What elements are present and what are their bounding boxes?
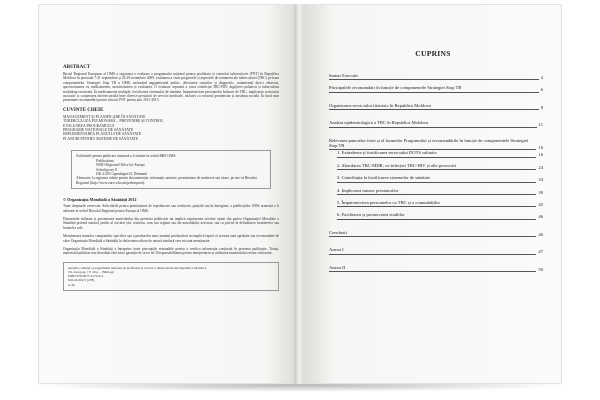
toc-entry-page: 39 — [538, 189, 543, 195]
toc-entry-label: Anexa I — [329, 247, 536, 254]
keyword-item: TUBERCULOZA PULMONARĂ – PREVENIRE ȘI CONTROL — [63, 119, 164, 124]
toc-entry-page: 46 — [538, 214, 543, 220]
toc-entry — [329, 120, 543, 127]
toc-entry-page: 6 — [540, 87, 543, 93]
open-book — [38, 4, 562, 386]
keyword-item: IMPLEMENTAREA PLANULUI DE SĂNĂTATE — [63, 132, 142, 137]
disclaimer-paragraph: Organizația Mondială a Sănătății a întreprins toate precauțiile rezonabile pentru a verifica informația conținută în prezenta publicație. Totuși, materialul publicat este distribuit fără nicio garanție de orice fel. Responsabilitatea pentru interpretarea și utilizarea materialului revine cititorului. — [63, 246, 279, 256]
toc-entry — [329, 200, 543, 207]
toc-entry — [329, 230, 543, 237]
toc-entry-page: 34 — [538, 177, 543, 183]
cip-line: Tit, Ioan pag. 17; 40 p. – Bibliogr. — [68, 269, 115, 274]
address-line: DK-2100 Copenhagen Ø, Denmark — [96, 171, 148, 176]
toc-entry — [329, 247, 543, 254]
toc-entry — [329, 188, 543, 195]
toc-entry-page: 46 — [538, 231, 543, 237]
toc-entry-label: 5. Împuternicirea persoanelor cu TBC și a comunităților — [337, 200, 536, 207]
toc-entry-label: Relevarea punctelor forte și al lacunelor Programului și recomandările în funcție de componentele Strategiei Stop TB — [329, 138, 536, 151]
toc-entry-label: Organizarea serviciului ftiziatric în Republica Moldova — [329, 103, 539, 110]
toc-entry-label: 2. Abordarea TBC-MDR, co-infecției TBC-HIV și alte provocări — [337, 163, 536, 170]
toc-entry-label: Principalele recomandări în funcție de componentele Strategiei Stop TB — [329, 85, 539, 92]
keyword-item: MANAGEMENT ȘI PLANIFICARE ÎN SĂNĂTATE — [63, 114, 146, 119]
toc-entry — [329, 85, 543, 92]
toc-entry-label: 3. Contribuția la fortificarea sistemelor de sănătate — [337, 175, 536, 182]
toc-entry — [329, 150, 543, 157]
left-page-content — [63, 65, 279, 291]
copyright-line: © Organizația Mondială a Sănătății 2012 — [63, 197, 137, 203]
cip-line: A 46 — [68, 282, 75, 287]
toc-entry-page: 16 — [538, 145, 543, 151]
disclaimer-paragraph: Denumirile utilizate și prezentarea materialului din prezenta publicație nu implică exprimarea oricărei opinii din partea Organizației Mondiale a Sănătății privind statutul juridic al oricărei țări, teritoriu, oraș sau regiuni sau ale autorităților acestora, sau cu privire la delimitarea frontierelor sau hotarelor sale. — [63, 216, 279, 230]
keyword-item: PROGRAME NAȚIONALE DE SĂNĂTATE — [63, 128, 134, 133]
disclaimer-paragraph: Menționarea numelor companiilor specifice sau a produselor unor anumiți producători nu implică faptul că acestea sunt aprobate sau recomandate de către Organizația Mondială a Sănătății în defavoarea altora de natură similară care nu sunt menționate. — [63, 234, 279, 243]
address-line: Scherfigsvej 8 — [96, 167, 117, 172]
abstract-text: Biroul Regional European al OMS a organizat o evaluare a programului național pentru profilaxia și controlul tuberculozei (PNT) în Republica Moldova în perioada 7-21 septembrie și 22-29 noiembrie 2009, evaluarea a vizat progresele și aspectele de tratament ale tuberculozei (TBC) pe baza componentelor Strategiei Stop TB a OMS, incluzând angajamentul politic, detectarea cazurilor și diagnostic, tratamentul direct observat, aprovizionarea cu medicamente, monitorizarea și evaluarea. O evaluare separată a vizat coinfecția TBC-HIV, îngrijirea paliativă și tuberculoza multidrog-rezistentă. În medicamente multiple, fortificarea sistemului de sănătate, împuternicirea persoanelor bolnave de TBC, implicarea sectorului asociativ și cooperarea intersectorială între diverse prestatori de servicii medicale, inclusiv cu sectorul penitenciar și asistența socială. În final sunt prezentate recomandări pentru viitorul PNT pentru anii 2011-2015. — [63, 72, 279, 103]
toc-entry-page: 8 — [540, 104, 543, 110]
toc-entry-page: 50 — [538, 266, 543, 272]
toc-entry-label: 4. Implicarea tuturor prestatorilor — [337, 188, 536, 195]
toc-entry-page: 11 — [538, 122, 543, 128]
toc-entry-label: 1. Extinderea și fortificarea serviciului DOTS calitativ — [337, 150, 536, 157]
table-of-contents — [329, 73, 543, 272]
abstract-heading: ABSTRACT — [63, 65, 91, 70]
toc-entry — [329, 73, 543, 80]
right-page — [302, 4, 562, 384]
toc-entry-label: Concluzii — [329, 230, 536, 237]
left-page — [38, 4, 298, 384]
toc-entry-label: 6. Facilitarea și promovarea studiilor — [337, 212, 536, 219]
toc-entry-page: 16 — [538, 152, 543, 158]
toc-entry — [329, 265, 543, 272]
cip-line: ISBN 978-9975-4170-8-4 — [68, 274, 104, 279]
toc-entry — [329, 103, 543, 110]
keywords-heading: CUVINTE CHEIE — [63, 107, 104, 113]
address-box — [71, 150, 271, 189]
address-intro: Solicitările pentru publicare urmează a fi trimise la sediul BRE OMS: — [76, 154, 177, 159]
keyword-item: EVALUAREA PROGRAMULUI — [63, 123, 115, 128]
toc-entry-label: Anexa II — [329, 265, 536, 272]
toc-entry-page: 4 — [540, 75, 543, 80]
address-line: Publications — [96, 158, 114, 163]
toc-entry-label: Sumar Executiv — [329, 73, 539, 80]
cip-line: Analiza comună a programului național de profilaxie și control a tuberculozei din Republica Moldova — [68, 265, 207, 270]
toc-entry — [329, 175, 543, 182]
toc-entry — [329, 138, 543, 151]
address-outro: Alternativ, la regiunea online pentru documentație, informații sanitare, permisiunea de traducere sau citare, pe site-ul Biroului Regional (http://www.euro.who.int/pubrequest). — [76, 176, 257, 185]
address-line: WHO Regional Office for Europe — [96, 163, 145, 168]
toc-entry-label: Analiza epidemiologică a TBC în Republica Moldova — [329, 120, 537, 127]
toc-entry-page: 24 — [538, 164, 543, 170]
toc-entry — [329, 212, 543, 219]
cip-box — [63, 262, 279, 291]
rights-paragraph: Toate drepturile rezervate. Solicitările pentru permisiunea de reproducere sau traducere, parțială sau în întregime, a publicațiilor OMS urmează a fi adresate la sediul Biroului Regional pentru Europa al OMS. — [63, 204, 279, 213]
toc-entry — [329, 163, 543, 170]
cip-line: 616.24-002.5 (478) — [68, 278, 95, 283]
keywords-list — [63, 115, 279, 141]
keyword-item: PLANURI PENTRU SISTEME DE SĂNĂTATE — [63, 136, 139, 141]
toc-title: CUPRINS — [415, 49, 451, 58]
toc-entry-page: 47 — [538, 249, 543, 255]
toc-entry-page: 45 — [538, 202, 543, 208]
